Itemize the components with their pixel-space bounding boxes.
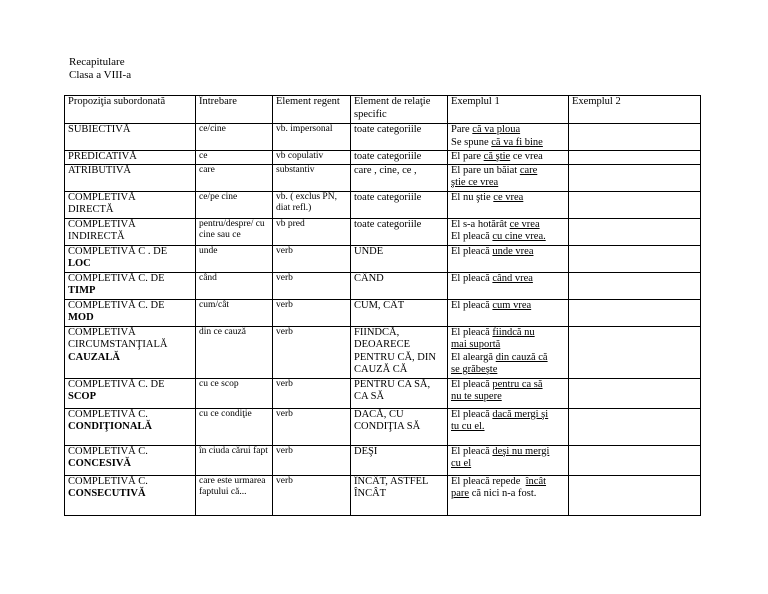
clause-type-label: COMPLETIVĂ C.: [68, 445, 148, 457]
header-cell: Element de relaţie specific: [351, 96, 448, 124]
example-text: El pare un băiat: [451, 164, 520, 176]
grammar-table: [64, 95, 701, 516]
regent-cell: verb: [273, 299, 351, 326]
question-cell: unde: [196, 245, 273, 272]
clause-type-sublabel: MOD: [68, 312, 94, 323]
example-1-cell: [448, 378, 569, 408]
table-row: [65, 445, 701, 475]
header-cell: Exemplul 1: [448, 96, 569, 124]
clause-type-sublabel: TIMP: [68, 285, 96, 296]
example-clause-underlined: pentru ca să: [492, 378, 543, 390]
example-line: [451, 300, 565, 313]
regent-cell: verb: [273, 408, 351, 445]
clause-type-cell: [65, 445, 196, 475]
clause-type-cell: [65, 408, 196, 445]
relation-cell: UNDE: [351, 245, 448, 272]
regent-cell: verb: [273, 272, 351, 299]
example-line: [451, 327, 565, 340]
relation-cell: toate categoriile: [351, 191, 448, 218]
regent-cell: verb: [273, 475, 351, 515]
example-line: [451, 177, 565, 190]
question-cell: în ciuda cărui fapt: [196, 445, 273, 475]
example-line: [451, 409, 565, 422]
clause-type-sublabel: LOC: [68, 258, 91, 269]
question-cell: cum/cât: [196, 299, 273, 326]
clause-type-cell: [65, 151, 196, 165]
clause-type-cell: [65, 164, 196, 191]
example-line: [451, 137, 565, 150]
example-2-cell: [569, 475, 701, 515]
example-clause-underlined: ştie ce vrea: [451, 177, 499, 188]
example-1-cell: [448, 191, 569, 218]
example-clause-underlined: cu el: [451, 458, 472, 469]
clause-type-sublabel: CONCESIVĂ: [68, 458, 132, 469]
example-1-cell: [448, 475, 569, 515]
example-2-cell: [569, 245, 701, 272]
example-text: ce vrea: [510, 151, 543, 162]
clause-type-sublabel: CAUZALĂ: [68, 351, 120, 363]
example-clause-underlined: pare: [451, 488, 470, 499]
example-line: [451, 391, 565, 404]
example-line: [451, 488, 565, 501]
example-clause-underlined: că va fi bine: [491, 136, 543, 148]
relation-cell: DEŞI: [351, 445, 448, 475]
relation-cell: CUM, CÂT: [351, 299, 448, 326]
document-title: Recapitulare: [69, 56, 125, 68]
example-line: [451, 124, 565, 137]
example-text: El s-a hotărât: [451, 218, 510, 230]
question-cell: care: [196, 164, 273, 191]
example-clause-underlined: din cauză că: [495, 351, 548, 363]
example-clause-underlined: mai suportă: [451, 339, 501, 350]
example-1-cell: [448, 164, 569, 191]
example-text: El pleacă: [451, 408, 493, 420]
regent-cell: vb. ( exclus PN, diat refl.): [273, 191, 351, 218]
clause-type-label: COMPLETIVĂ CIRCUMSTANŢIALĂ: [68, 326, 168, 350]
question-cell: pentru/despre/ cu cine sau ce: [196, 218, 273, 245]
example-clause-underlined: nu te supere: [451, 391, 502, 402]
example-clause-underlined: fiindcă nu: [492, 326, 535, 338]
example-1-cell: [448, 326, 569, 378]
example-text: El aleargă: [451, 351, 496, 363]
clause-type-label: COMPLETIVĂ: [68, 218, 136, 230]
question-cell: din ce cauză: [196, 326, 273, 378]
example-2-cell: [569, 218, 701, 245]
header-cell: Propoziţia subordonată: [65, 96, 196, 124]
example-line: [451, 458, 565, 471]
header-cell: Întrebare: [196, 96, 273, 124]
table-row: [65, 299, 701, 326]
clause-type-cell: [65, 326, 196, 378]
clause-type-label: COMPLETIVĂ C. DE: [68, 378, 165, 390]
clause-type-sublabel: CONSECUTIVĂ: [68, 488, 146, 499]
table-row: [65, 408, 701, 445]
regent-cell: verb: [273, 245, 351, 272]
example-clause-underlined: tu cu el.: [451, 421, 485, 432]
relation-cell: ÎNCÂT, ASTFEL ÎNCÂT: [351, 475, 448, 515]
example-text: Pare: [451, 124, 473, 135]
example-line: [451, 219, 565, 232]
question-cell: cu ce condiţie: [196, 408, 273, 445]
example-2-cell: [569, 164, 701, 191]
example-2-cell: [569, 272, 701, 299]
clause-type-label: ATRIBUTIVĂ: [68, 164, 131, 176]
regent-cell: vb pred: [273, 218, 351, 245]
example-line: [451, 379, 565, 392]
example-clause-underlined: unde vrea: [492, 245, 534, 257]
example-line: [451, 476, 565, 489]
clause-type-label: COMPLETIVĂ C. DE: [68, 272, 165, 284]
example-1-cell: [448, 445, 569, 475]
example-line: [451, 273, 565, 286]
example-text: El pleacă: [451, 445, 493, 457]
example-text: El pleacă: [451, 299, 493, 311]
example-2-cell: [569, 378, 701, 408]
example-text: El pare: [451, 151, 484, 162]
table-row: [65, 124, 701, 151]
example-1-cell: [448, 299, 569, 326]
example-line: [451, 151, 565, 164]
example-clause-underlined: cum vrea: [492, 299, 532, 311]
clause-type-cell: [65, 378, 196, 408]
example-text: El pleacă: [451, 326, 493, 338]
regent-cell: verb: [273, 445, 351, 475]
clause-type-sublabel: SCOP: [68, 391, 97, 402]
regent-cell: vb. impersonal: [273, 124, 351, 151]
table-header-row: [65, 96, 701, 124]
header-cell: Element regent: [273, 96, 351, 124]
example-text: că nici n-a fost.: [469, 488, 537, 499]
example-text: El pleacă: [451, 378, 493, 390]
example-line: [451, 165, 565, 178]
clause-type-label: SUBIECTIVĂ: [68, 124, 131, 135]
relation-cell: care , cine, ce ,: [351, 164, 448, 191]
table-row: [65, 164, 701, 191]
relation-cell: toate categoriile: [351, 124, 448, 151]
example-line: [451, 339, 565, 352]
example-text: El pleacă repede: [451, 475, 526, 487]
relation-cell: DACĂ, CU CONDIŢIA SĂ: [351, 408, 448, 445]
clause-type-cell: [65, 475, 196, 515]
relation-cell: toate categoriile: [351, 151, 448, 165]
clause-type-label: PREDICATIVĂ: [68, 151, 137, 162]
table-row: [65, 151, 701, 165]
table-row: [65, 218, 701, 245]
example-line: [451, 364, 565, 377]
regent-cell: vb copulativ: [273, 151, 351, 165]
clause-type-cell: [65, 245, 196, 272]
clause-type-sublabel: DIRECTĂ: [68, 204, 114, 215]
example-text: El nu ştie: [451, 191, 494, 203]
example-2-cell: [569, 191, 701, 218]
example-clause-underlined: ce vrea: [509, 218, 540, 230]
question-cell: care este urmarea faptului că...: [196, 475, 273, 515]
question-cell: ce/cine: [196, 124, 273, 151]
example-clause-underlined: care: [519, 164, 538, 176]
example-2-cell: [569, 124, 701, 151]
example-text: El pleacă: [451, 272, 493, 284]
example-clause-underlined: când vrea: [492, 272, 533, 284]
example-2-cell: [569, 151, 701, 165]
clause-type-label: COMPLETIVĂ C.: [68, 408, 148, 420]
example-2-cell: [569, 408, 701, 445]
example-text: El pleacă: [451, 245, 493, 257]
document-heading: [69, 56, 131, 82]
question-cell: ce/pe cine: [196, 191, 273, 218]
example-clause-underlined: se grăbeşte: [451, 364, 498, 375]
table-row: [65, 378, 701, 408]
clause-type-cell: [65, 272, 196, 299]
regent-cell: substantiv: [273, 164, 351, 191]
table-row: [65, 475, 701, 515]
example-clause-underlined: că ştie: [483, 151, 511, 162]
example-1-cell: [448, 218, 569, 245]
document-subtitle: Clasa a VIII-a: [69, 69, 132, 81]
clause-type-cell: [65, 299, 196, 326]
example-1-cell: [448, 272, 569, 299]
clause-type-label: COMPLETIVĂ C. DE: [68, 299, 165, 311]
clause-type-label: COMPLETIVĂ C . DE: [68, 245, 168, 257]
table-row: [65, 326, 701, 378]
question-cell: ce: [196, 151, 273, 165]
example-line: [451, 192, 565, 205]
example-clause-underlined: cu cine vrea.: [492, 231, 546, 242]
table-row: [65, 272, 701, 299]
regent-cell: verb: [273, 326, 351, 378]
question-cell: când: [196, 272, 273, 299]
clause-type-label: COMPLETIVĂ: [68, 191, 136, 203]
example-clause-underlined: dacă mergi şi: [492, 408, 549, 420]
example-clause-underlined: că va ploua: [472, 124, 521, 135]
table-row: [65, 245, 701, 272]
example-clause-underlined: încât: [525, 475, 547, 487]
clause-type-label: COMPLETIVĂ C.: [68, 475, 148, 487]
example-2-cell: [569, 299, 701, 326]
relation-cell: toate categoriile: [351, 218, 448, 245]
clause-type-sublabel: INDIRECTĂ: [68, 231, 125, 242]
regent-cell: verb: [273, 378, 351, 408]
example-1-cell: [448, 408, 569, 445]
relation-cell: FIINDCĂ, DEOARECE PENTRU CĂ, DIN CAUZĂ CĂ: [351, 326, 448, 378]
example-text: El pleacă: [451, 231, 493, 242]
clause-type-cell: [65, 218, 196, 245]
question-cell: cu ce scop: [196, 378, 273, 408]
example-line: [451, 231, 565, 244]
example-line: [451, 246, 565, 259]
clause-type-sublabel: CONDIŢIONALĂ: [68, 421, 153, 432]
example-clause-underlined: deşi nu mergi: [492, 445, 550, 457]
clause-type-cell: [65, 191, 196, 218]
example-clause-underlined: ce vrea: [493, 191, 524, 203]
example-text: Se spune: [451, 136, 492, 148]
table-row: [65, 191, 701, 218]
clause-type-cell: [65, 124, 196, 151]
relation-cell: CÂND: [351, 272, 448, 299]
example-line: [451, 421, 565, 434]
example-line: [451, 352, 565, 365]
example-1-cell: [448, 124, 569, 151]
header-cell: Exemplul 2: [569, 96, 701, 124]
example-1-cell: [448, 245, 569, 272]
example-1-cell: [448, 151, 569, 165]
relation-cell: PENTRU CA SĂ, CA SĂ: [351, 378, 448, 408]
example-2-cell: [569, 326, 701, 378]
example-line: [451, 446, 565, 459]
example-2-cell: [569, 445, 701, 475]
